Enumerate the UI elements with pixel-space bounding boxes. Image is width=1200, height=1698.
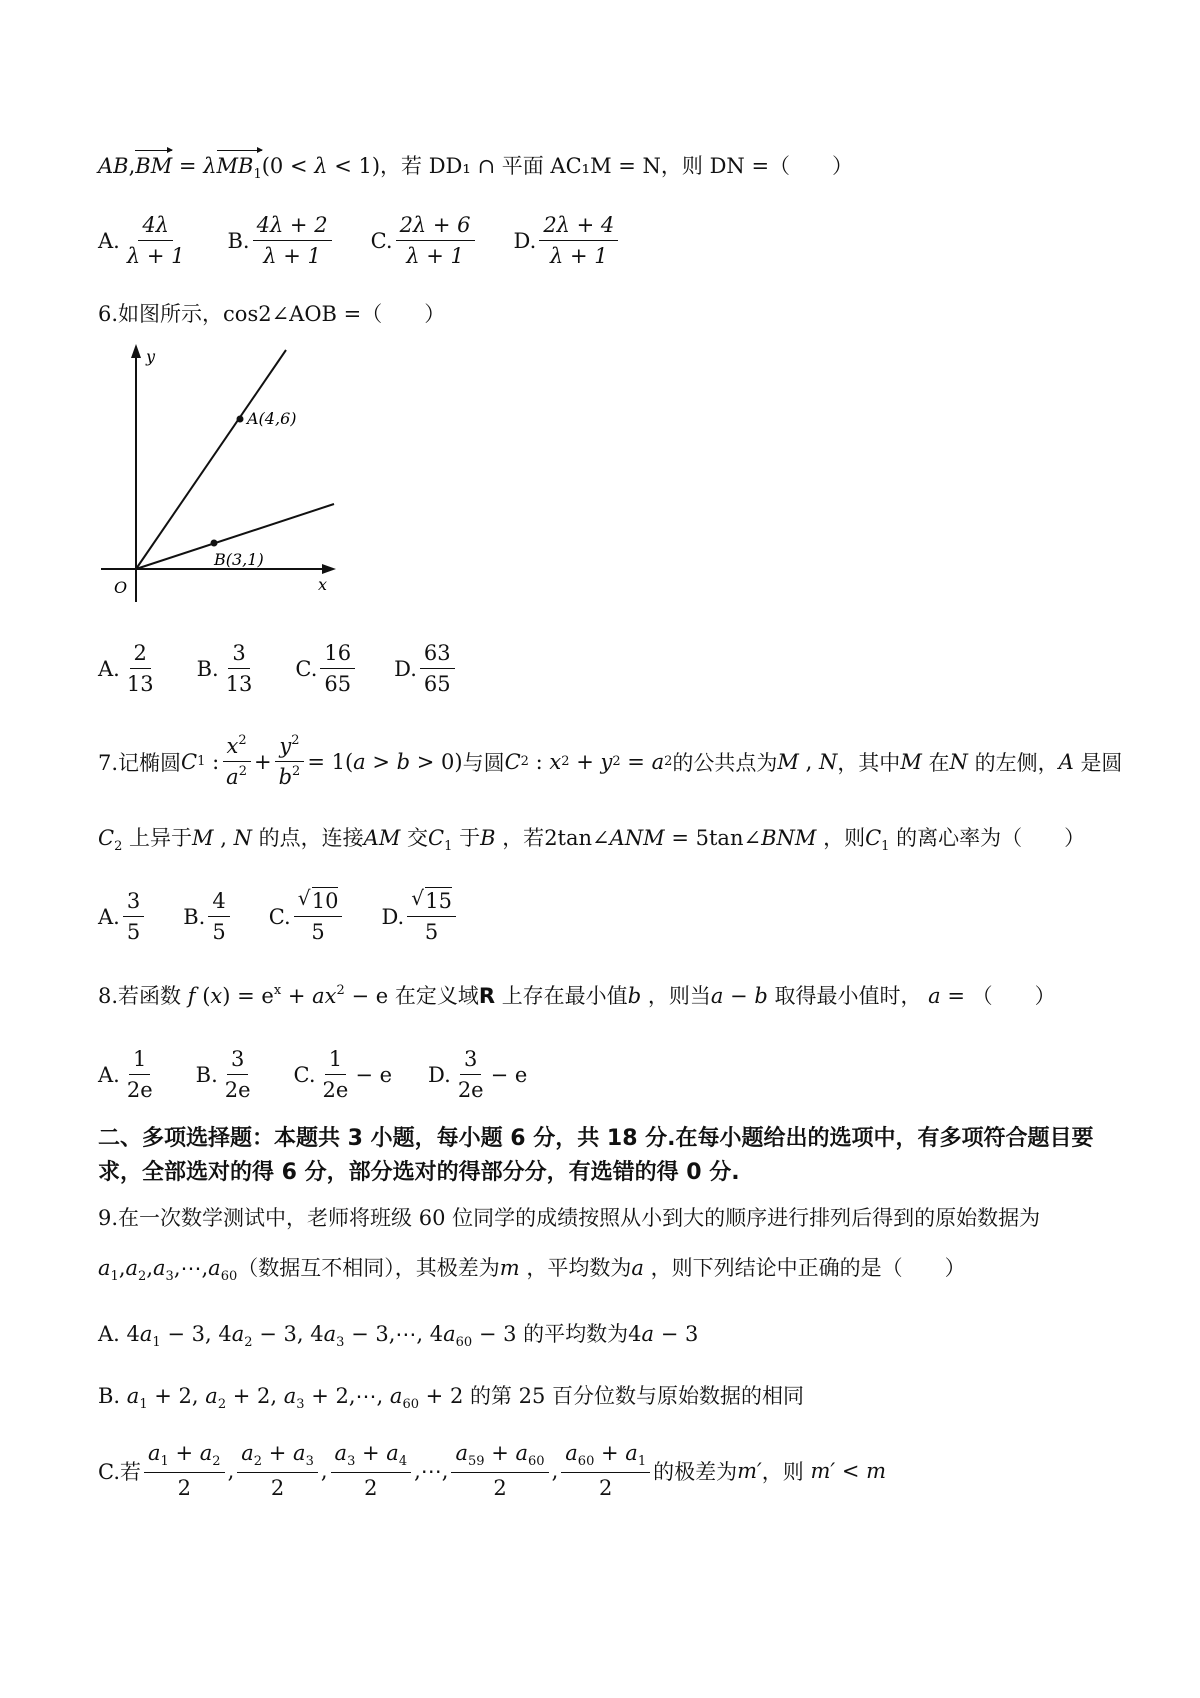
q5-option-c[interactable]: C. $\frac{2\lambda + 6}{\lambda + 1}$ (371, 212, 478, 270)
q6-option-d[interactable]: D. $\frac{63}{65}$ (394, 640, 458, 698)
q5-stem-tail: ，若 DD₁ ∩ 平面 AC₁M = N，则 DN =（ ） (380, 154, 854, 178)
q6-option-a[interactable]: A. $\frac{2}{13}$ (98, 641, 154, 697)
section-heading-multiple-choice: 二、多项选择题：本题共 3 小题，每小题 6 分，共 18 分.在每小题给出的选项中，有多项符合题目要求，全部选对的得 6 分，部分选对的得部分分，有选错的得 0 分. (98, 1126, 1094, 1185)
q9-option-a[interactable]: A. $4a_1 - 3$, $4a_2 - 3$, $4a_3$ − 3,⋯, $4a_{60} - 3$ 的平均数为4a − 3 (98, 1322, 699, 1350)
q9-stem-line2: $a_1,a_2,a_3,\cdots,a_{60}$（数据互不相同），其极差为m ，平均数为a ，则下列结论中正确的是（ ） (98, 1256, 966, 1284)
x-axis-label: x (318, 575, 328, 594)
q8-stem: 8.若函数 f $(x) = e^x + ax^2 - e$ 在定义域R 上存在最小值b ，则当a − b 取得最小值时， a = （ ） (98, 983, 1056, 1008)
q7-option-a[interactable]: A. $\frac{3}{5}$ (98, 888, 147, 946)
point-b (211, 540, 218, 547)
q7-stem-line2: $C_2$ 上异于M , N 的点，连接AM 交$C_1$ 于B ，若2tan∠ANM = 5tan∠BNM ，则$C_1$ 的离心率为（ ） (98, 826, 1086, 854)
x-axis-arrow-icon (322, 564, 336, 574)
q7-stem-line1: 7.记椭圆 C 1 : $\frac{x^2}{a^2}$ + $\frac{y^2}{b^2}$ = 1( a > b > 0) 与圆 C 2 : x 2 + y 2 = a 2 的公共点为 M , N ，其中 M 在 N 的左侧， A 是圆 (98, 733, 1123, 790)
q5-options (98, 212, 621, 270)
point-b-label: B(3,1) (214, 550, 264, 569)
q8-option-a[interactable]: A. $\frac{1}{2e}$ (98, 1047, 153, 1103)
y-axis-arrow-icon (131, 344, 141, 358)
q8-option-d[interactable]: D. $\frac{3}{2e}$ − e (428, 1047, 528, 1103)
q7-option-d[interactable]: D. √ $\frac{15}{5}$ (381, 888, 459, 946)
q8-options (98, 1046, 527, 1104)
ray-oa (136, 350, 286, 569)
q9-option-b[interactable]: B. $a_1 + 2$, $a_2 + 2$, $a_3$ + 2,⋯, $a_{60} + 2$ 的第 25 百分位数与原始数据的相同 (98, 1384, 805, 1412)
q8-option-b[interactable]: B. $\frac{3}{2e}$ (195, 1047, 251, 1103)
q5-option-d[interactable]: D. $\frac{2\lambda + 4}{\lambda + 1}$ (514, 212, 622, 270)
q8-option-c[interactable]: C. $\frac{1}{2e}$ − e (293, 1047, 393, 1103)
q7-option-b[interactable]: B. $\frac{4}{5}$ (183, 888, 232, 946)
q7-options (98, 888, 459, 946)
q6-options (98, 640, 458, 698)
point-a (237, 416, 244, 423)
point-a-label: A(4,6) (247, 409, 297, 428)
q9-option-c[interactable]: C.若 $\frac{a_1 + a_2}{2}$ , $\frac{a_2 + a_3}{2}$ , $\frac{a_3 + a_4}{2}$ ,⋯, $\frac{a_{59} + a_{60}}{2}$ , $\frac{a_{60} + a_1}{2}$ 的极差为 m′ ，则 m′ < m (98, 1441, 887, 1501)
q6-stem: 6.如图所示，cos2∠AOB =（ ） (98, 302, 446, 326)
q5-option-b[interactable]: B. $\frac{4\lambda + 2}{\lambda + 1}$ (227, 212, 334, 270)
q6-option-c[interactable]: C. $\frac{16}{65}$ (295, 640, 358, 698)
q5-option-a[interactable]: A. $\frac{4\lambda}{\lambda + 1}$ (98, 213, 185, 269)
q9-stem-line1: 9.在一次数学测试中，老师将班级 60 位同学的成绩按照从小到大的顺序进行排列后得到的原始数据为 (98, 1206, 1041, 1230)
q5-stem-line: AB,BM = λMB$_1$(0 < λ < 1)，若 DD₁ ∩ 平面 AC₁M = N，则 DN =（ ） (98, 154, 854, 182)
origin-label: O (114, 578, 128, 597)
q6-coordinate-figure (96, 340, 346, 610)
q6-option-b[interactable]: B. $\frac{3}{13}$ (196, 641, 253, 697)
q7-option-c[interactable]: C. √ $\frac{10}{5}$ (269, 888, 346, 946)
y-axis-label: y (146, 347, 156, 366)
